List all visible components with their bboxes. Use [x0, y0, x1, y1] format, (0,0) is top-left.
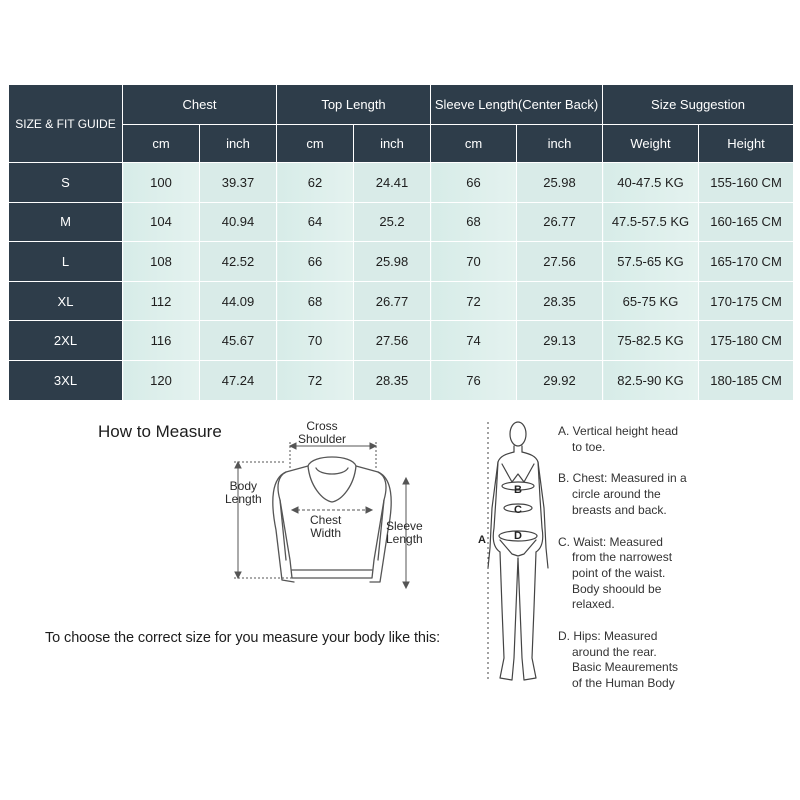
table-cell-weight: 75-82.5 KG	[603, 321, 699, 361]
size-label-cell: 3XL	[9, 360, 123, 400]
table-row	[9, 281, 794, 321]
chest-width-label: Chest Width	[310, 513, 342, 540]
table-cell-height: 180-185 CM	[699, 360, 794, 400]
choose-size-instruction: To choose the correct size for you measure your body like this:	[45, 630, 441, 646]
weight-header: Weight	[603, 125, 699, 163]
size-label-cell: S	[9, 163, 123, 203]
top-inch-header: inch	[354, 125, 431, 163]
chest-header: Chest	[123, 85, 277, 125]
table-cell-chest-in: 42.52	[200, 242, 277, 282]
sleeve-inch-header: inch	[517, 125, 603, 163]
size-label-cell: L	[9, 242, 123, 282]
top-cm-header: cm	[277, 125, 354, 163]
garment-diagram	[220, 410, 450, 600]
table-cell-top-cm: 72	[277, 360, 354, 400]
table-cell-height: 170-175 CM	[699, 281, 794, 321]
marker-d: D	[514, 530, 522, 542]
measurement-notes	[558, 424, 708, 708]
size-suggestion-header: Size Suggestion	[603, 85, 794, 125]
table-cell-top-in: 25.98	[354, 242, 431, 282]
table-cell-sleeve-in: 27.56	[517, 242, 603, 282]
table-cell-chest-cm: 116	[123, 321, 200, 361]
sleeve-length-label: Sleeve Length	[386, 519, 423, 546]
table-cell-chest-cm: 112	[123, 281, 200, 321]
marker-c: C	[514, 504, 522, 516]
table-cell-top-cm: 66	[277, 242, 354, 282]
table-row	[9, 242, 794, 282]
table-cell-chest-in: 47.24	[200, 360, 277, 400]
note-chest: B. Chest: Measured in a circle around the breasts and back.	[558, 471, 687, 517]
table-cell-weight: 40-47.5 KG	[603, 163, 699, 203]
table-cell-top-cm: 68	[277, 281, 354, 321]
human-body-illustration	[478, 418, 558, 688]
table-cell-top-cm: 70	[277, 321, 354, 361]
table-cell-chest-cm: 104	[123, 202, 200, 242]
table-cell-weight: 57.5-65 KG	[603, 242, 699, 282]
table-cell-chest-cm: 100	[123, 163, 200, 203]
table-cell-top-cm: 64	[277, 202, 354, 242]
table-row	[9, 202, 794, 242]
table-cell-chest-in: 45.67	[200, 321, 277, 361]
chest-cm-header: cm	[123, 125, 200, 163]
table-cell-chest-in: 44.09	[200, 281, 277, 321]
chest-inch-header: inch	[200, 125, 277, 163]
note-height: A. Vertical height head to toe.	[558, 424, 679, 454]
table-cell-weight: 65-75 KG	[603, 281, 699, 321]
body-length-label: Body Length	[225, 479, 262, 506]
table-cell-height: 165-170 CM	[699, 242, 794, 282]
table-cell-top-in: 26.77	[354, 281, 431, 321]
table-cell-top-in: 28.35	[354, 360, 431, 400]
table-cell-sleeve-cm: 66	[431, 163, 517, 203]
table-cell-weight: 82.5-90 KG	[603, 360, 699, 400]
body-figure	[478, 418, 558, 688]
table-cell-height: 175-180 CM	[699, 321, 794, 361]
how-to-measure-title: How to Measure	[98, 422, 222, 441]
table-cell-sleeve-cm: 72	[431, 281, 517, 321]
table-cell-sleeve-in: 28.35	[517, 281, 603, 321]
sleeve-cm-header: cm	[431, 125, 517, 163]
cross-shoulder-label: Cross Shoulder	[298, 419, 347, 446]
table-cell-top-in: 25.2	[354, 202, 431, 242]
marker-a: A	[478, 534, 486, 546]
table-cell-sleeve-cm: 70	[431, 242, 517, 282]
table-row	[9, 360, 794, 400]
size-rows	[9, 163, 794, 401]
note-waist: C. Waist: Measured from the narrowest point of the waist. Body shoould be relaxed.	[558, 534, 673, 612]
table-cell-sleeve-in: 29.92	[517, 360, 603, 400]
marker-b: B	[514, 484, 522, 496]
table-cell-sleeve-in: 29.13	[517, 321, 603, 361]
table-cell-chest-cm: 108	[123, 242, 200, 282]
table-cell-sleeve-cm: 68	[431, 202, 517, 242]
table-cell-sleeve-in: 26.77	[517, 202, 603, 242]
table-row	[9, 163, 794, 203]
size-label-cell: M	[9, 202, 123, 242]
size-table	[8, 84, 794, 401]
top-length-header: Top Length	[277, 85, 431, 125]
size-fit-guide-header: SIZE & FIT GUIDE	[9, 85, 123, 163]
height-header: Height	[699, 125, 794, 163]
table-cell-chest-in: 40.94	[200, 202, 277, 242]
table-row	[9, 321, 794, 361]
note-hips: D. Hips: Measured around the rear. Basic Meaurements of the Human Body	[558, 629, 679, 691]
table-cell-height: 160-165 CM	[699, 202, 794, 242]
table-cell-top-cm: 62	[277, 163, 354, 203]
table-cell-sleeve-cm: 74	[431, 321, 517, 361]
table-cell-top-in: 24.41	[354, 163, 431, 203]
table-cell-weight: 47.5-57.5 KG	[603, 202, 699, 242]
table-cell-chest-in: 39.37	[200, 163, 277, 203]
size-label-cell: XL	[9, 281, 123, 321]
table-cell-height: 155-160 CM	[699, 163, 794, 203]
table-cell-chest-cm: 120	[123, 360, 200, 400]
size-chart	[8, 84, 793, 400]
table-cell-sleeve-cm: 76	[431, 360, 517, 400]
sleeve-length-header: Sleeve Length(Center Back)	[431, 85, 603, 125]
table-cell-sleeve-in: 25.98	[517, 163, 603, 203]
size-label-cell: 2XL	[9, 321, 123, 361]
table-cell-top-in: 27.56	[354, 321, 431, 361]
